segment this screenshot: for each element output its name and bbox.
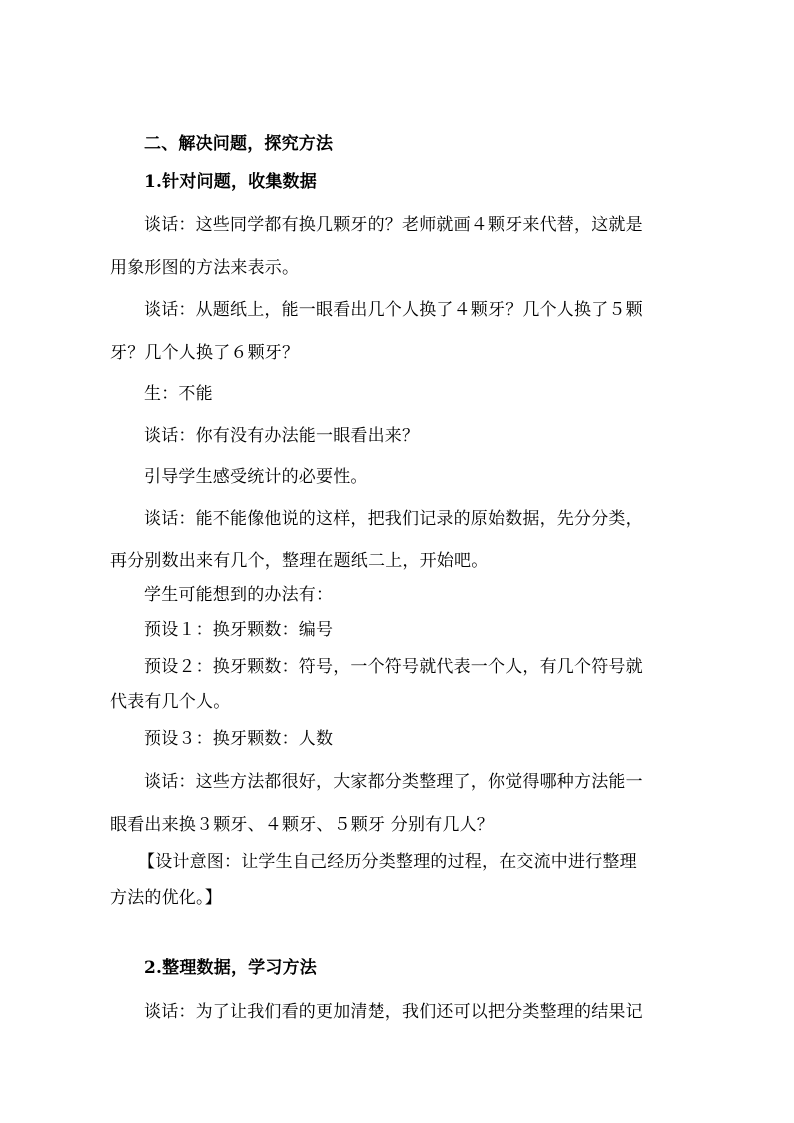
paragraph-line: 谈话：从题纸上，能一眼看出几个人换了４颗牙？几个人换了５颗 [144, 300, 643, 320]
paragraph-line: 预设３：换牙颗数：人数 [144, 729, 334, 749]
paragraph-line: 谈话：你有没有办法能一眼看出来？ [144, 426, 420, 446]
paragraph-line: 预设２：换牙颗数：符号，一个符号就代表一个人，有几个符号就 [144, 657, 643, 677]
paragraph-line: 牙？几个人换了６颗牙？ [110, 343, 300, 363]
subsection-heading: 2.整理数据，学习方法 [144, 958, 317, 978]
subsection-heading: 1.针对问题，收集数据 [144, 172, 317, 192]
section-heading: 二、解决问题，探究方法 [144, 134, 334, 154]
paragraph-line: 引导学生感受统计的必要性。 [144, 467, 368, 487]
design-intent-note: 方法的优化。】 [110, 888, 222, 908]
paragraph-line: 预设１：换牙颗数：编号 [144, 620, 334, 640]
paragraph-line: 代表有几个人。 [110, 692, 231, 712]
paragraph-line: 谈话：为了让我们看的更加清楚，我们还可以把分类整理的结果记 [144, 1002, 643, 1022]
paragraph-line: 眼看出来换３颗牙、４颗牙、５颗牙 分别有几人？ [110, 815, 495, 835]
paragraph-line: 谈话：这些同学都有换几颗牙的？老师就画４颗牙来代替，这就是 [144, 215, 643, 235]
paragraph-line: 谈话：能不能像他说的这样，把我们记录的原始数据，先分分类， [144, 509, 643, 529]
paragraph-line: 再分别数出来有几个，整理在题纸二上，开始吧。 [110, 551, 489, 571]
paragraph-line: 谈话：这些方法都很好，大家都分类整理了，你觉得哪种方法能一 [144, 772, 643, 792]
paragraph-line: 用象形图的方法来表示。 [110, 258, 300, 278]
paragraph-line: 学生可能想到的办法有： [144, 585, 334, 605]
paragraph-line: 生：不能 [144, 384, 213, 404]
design-intent-note: 【设计意图：让学生自己经历分类整理的过程，在交流中进行整理 [138, 852, 637, 872]
